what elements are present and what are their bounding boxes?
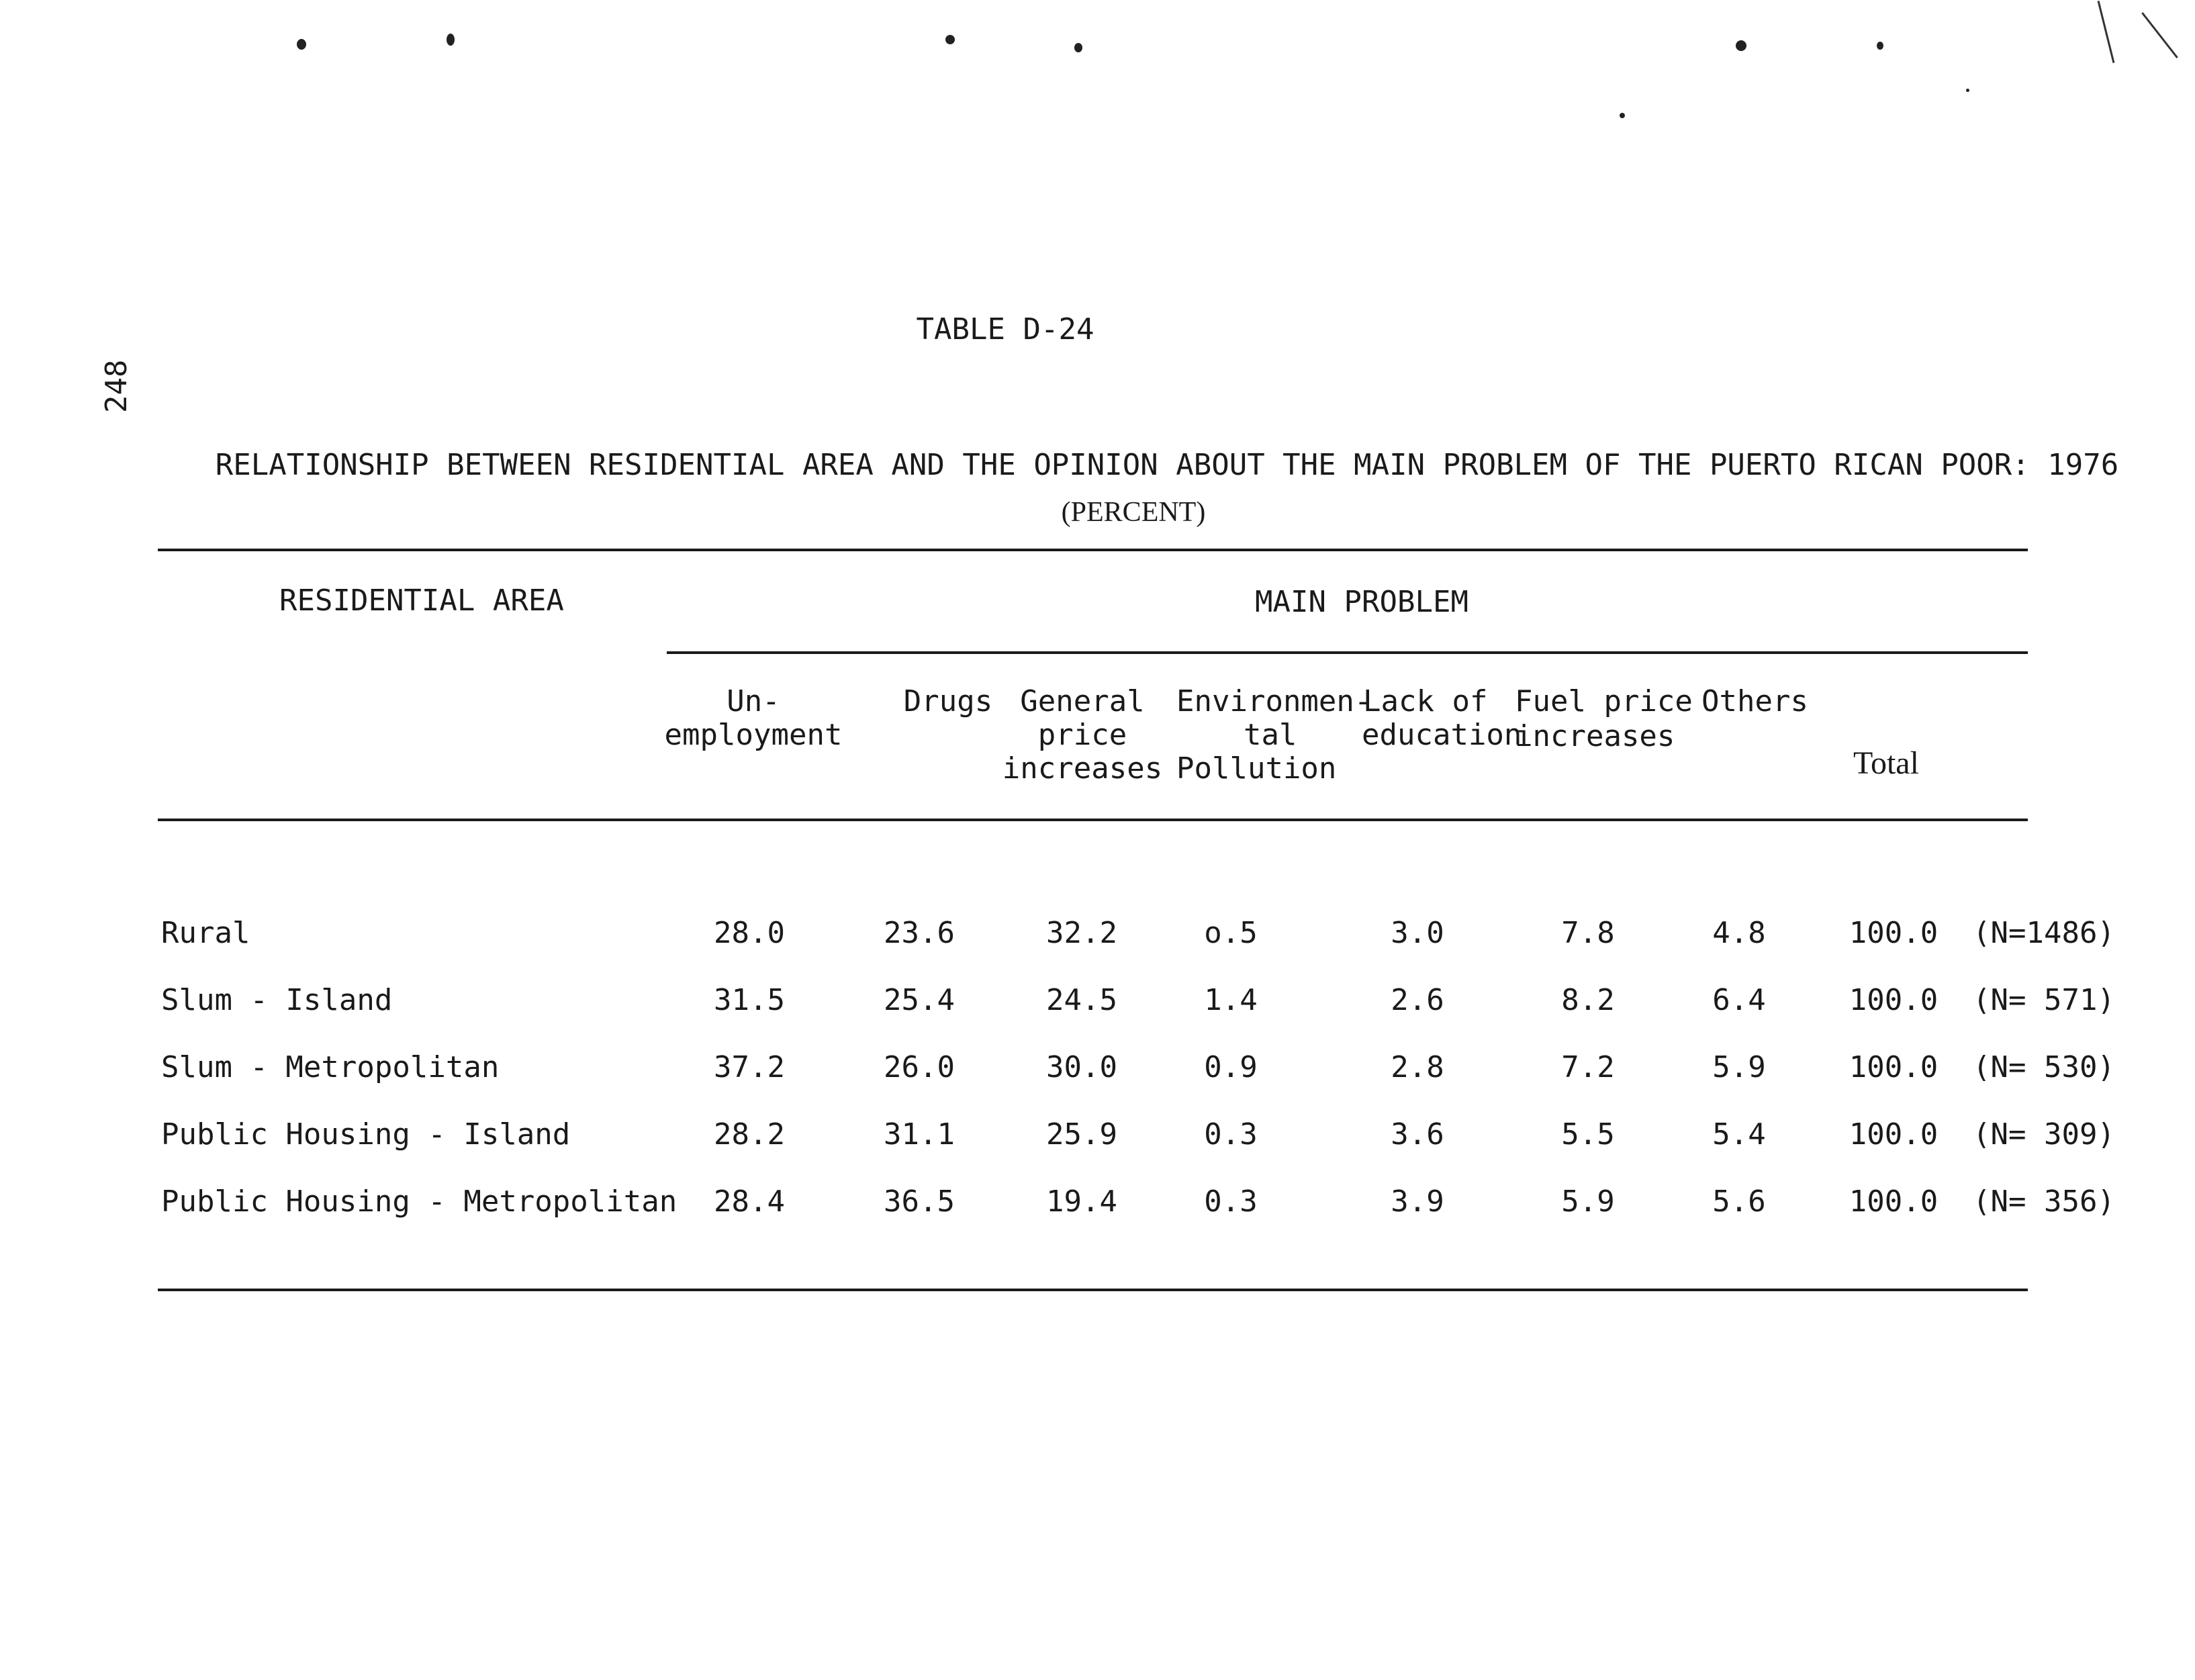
col-header-general-price-increases: General price increases [1002,684,1163,786]
col-header-lack-of-education: Lack of education [1362,684,1522,752]
scan-speck [447,34,455,46]
cell-unemployment: 37.2 [714,1050,785,1084]
cell-fuel-price: 5.5 [1561,1117,1615,1152]
scan-mark [2141,12,2178,58]
col-header-unemployment: Un- employment [664,684,843,752]
cell-unemployment: 28.4 [714,1184,785,1219]
scan-speck [297,39,306,50]
cell-drugs: 26.0 [884,1050,955,1084]
cell-total: 100.0 [1849,983,1939,1017]
row-label: Public Housing - Island [161,1117,571,1152]
cell-others: 5.6 [1712,1184,1766,1219]
cell-sample-size: (N= 309) [1973,1117,2115,1152]
cell-total: 100.0 [1849,916,1939,950]
row-label: Slum - Island [161,983,393,1017]
scan-speck [1966,89,1969,92]
cell-drugs: 31.1 [884,1117,955,1152]
cell-pollution: 1.4 [1204,983,1258,1017]
cell-sample-size: (N= 571) [1973,983,2115,1017]
scan-speck [1620,113,1625,118]
table-subtitle: (PERCENT) [1061,497,1206,528]
cell-pollution: 0.3 [1204,1184,1258,1219]
cell-others: 6.4 [1712,983,1766,1017]
scan-speck [1736,40,1746,51]
cell-pollution: o.5 [1204,916,1258,950]
scan-speck [1877,42,1883,50]
table-title: RELATIONSHIP BETWEEN RESIDENTIAL AREA AND THE OPINION ABOUT THE MAIN PROBLEM OF THE PUERTO RICAN POOR: 1976 [215,448,2119,482]
cell-education: 3.6 [1391,1117,1444,1152]
top-rule [158,549,2028,551]
cell-general-price: 30.0 [1046,1050,1117,1084]
cell-drugs: 36.5 [884,1184,955,1219]
row-label: Slum - Metropolitan [161,1050,500,1084]
cell-unemployment: 31.5 [714,983,785,1017]
cell-unemployment: 28.0 [714,916,785,950]
cell-others: 5.9 [1712,1050,1766,1084]
main-problem-rule [667,651,2028,654]
cell-general-price: 25.9 [1046,1117,1117,1152]
col-header-total: Total [1853,745,1919,781]
cell-education: 3.9 [1391,1184,1444,1219]
cell-fuel-price: 7.2 [1561,1050,1615,1084]
group-header: MAIN PROBLEM [1255,585,1468,619]
cell-education: 2.6 [1391,983,1444,1017]
cell-fuel-price: 5.9 [1561,1184,1615,1219]
scan-mark [2098,1,2115,63]
cell-pollution: 0.3 [1204,1117,1258,1152]
col-header-drugs: Drugs [903,684,993,718]
col-header-others: Others [1701,684,1808,718]
cell-education: 3.0 [1391,916,1444,950]
row-label: Rural [161,916,250,950]
cell-sample-size: (N= 530) [1973,1050,2115,1084]
cell-total: 100.0 [1849,1117,1939,1152]
cell-fuel-price: 8.2 [1561,983,1615,1017]
cell-education: 2.8 [1391,1050,1444,1084]
cell-sample-size: (N= 356) [1973,1184,2115,1219]
page-number: 248 [99,359,134,413]
cell-pollution: 0.9 [1204,1050,1258,1084]
cell-total: 100.0 [1849,1050,1939,1084]
cell-drugs: 25.4 [884,983,955,1017]
stub-header: RESIDENTIAL AREA [279,584,564,618]
row-label: Public Housing - Metropolitan [161,1184,678,1219]
cell-unemployment: 28.2 [714,1117,785,1152]
cell-sample-size: (N=1486) [1973,916,2115,950]
cell-drugs: 23.6 [884,916,955,950]
col-header-fuel-price-increases: Fuel price increases [1515,684,1693,753]
cell-others: 5.4 [1712,1117,1766,1152]
cell-general-price: 32.2 [1046,916,1117,950]
cell-general-price: 19.4 [1046,1184,1117,1219]
cell-total: 100.0 [1849,1184,1939,1219]
col-header-environmental-pollution: Environmen- tal Pollution [1176,684,1372,786]
bottom-rule [158,1289,2028,1291]
scan-speck [1074,43,1082,52]
cell-others: 4.8 [1712,916,1766,950]
cell-general-price: 24.5 [1046,983,1117,1017]
scan-speck [945,35,955,44]
table-label: TABLE D-24 [916,312,1094,346]
header-bottom-rule [158,819,2028,821]
cell-fuel-price: 7.8 [1561,916,1615,950]
